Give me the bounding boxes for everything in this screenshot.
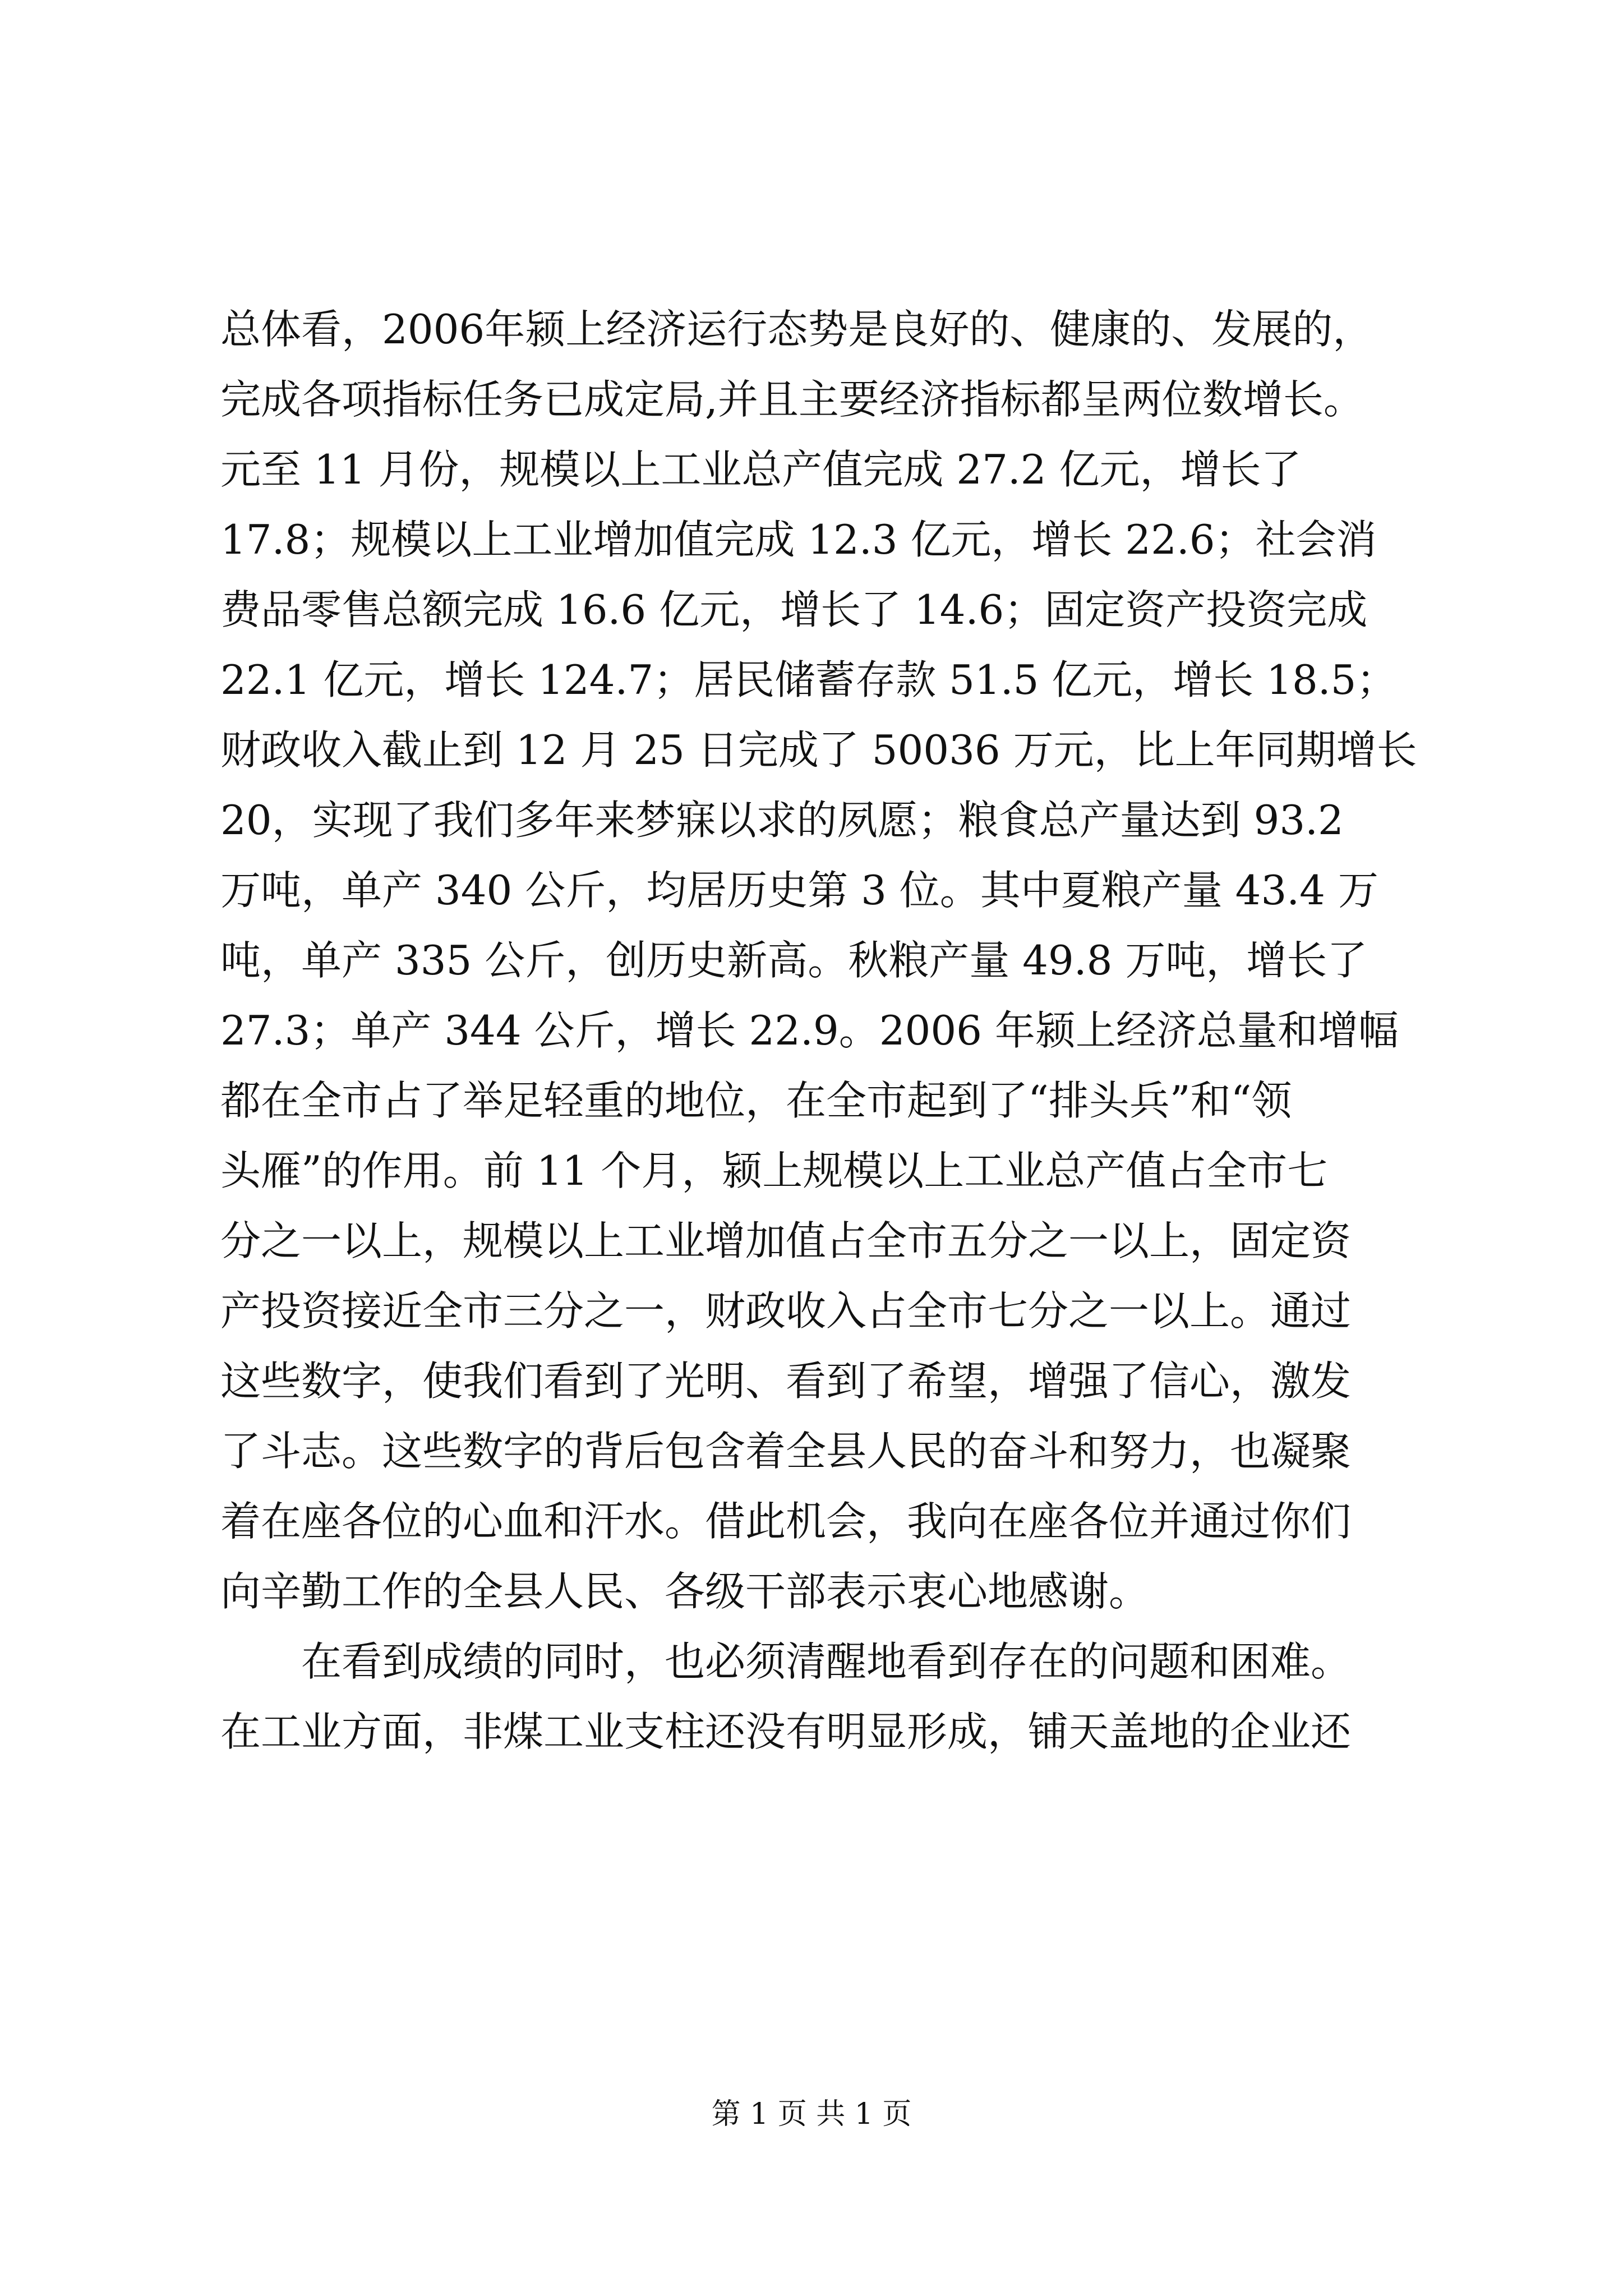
- text-line: 22.1 亿元，增长 124.7；居民储蓄存款 51.5 亿元，增长 18.5；: [220, 656, 1397, 703]
- text-line: 在工业方面，非煤工业支柱还没有明显形成，铺天盖地的企业还: [220, 1708, 1352, 1755]
- text-line: 27.3；单产 344 公斤，增长 22.9。2006 年颍上经济总量和增幅: [220, 1007, 1399, 1054]
- text-line: 都在全市占了举足轻重的地位，在全市起到了“排头兵”和“领: [220, 1077, 1292, 1124]
- text-line: 头雁”的作用。前 11 个月，颍上规模以上工业总产值占全市七: [220, 1147, 1328, 1194]
- body-text: [220, 295, 1426, 1767]
- text-line: 20，实现了我们多年来梦寐以求的夙愿；粮食总产量达到 93.2: [220, 797, 1344, 844]
- page-footer: 第 1 页 共 1 页: [711, 2097, 912, 2131]
- text-line: 吨，单产 335 公斤，创历史新高。秋粮产量 49.8 万吨，增长了: [220, 937, 1368, 984]
- text-line: 了斗志。这些数字的背后包含着全县人民的奋斗和努力，也凝聚: [220, 1428, 1352, 1475]
- paragraph-start-line: 在看到成绩的同时，也必须清醒地看到存在的问题和困难。: [220, 1638, 1352, 1685]
- text-line: 费品零售总额完成 16.6 亿元，增长了 14.6；固定资产投资完成: [220, 586, 1368, 633]
- text-line: 产投资接近全市三分之一，财政收入占全市七分之一以上。通过: [220, 1287, 1352, 1335]
- text-line: 财政收入截止到 12 月 25 日完成了 50036 万元，比上年同期增长: [220, 726, 1417, 774]
- text-line: 着在座各位的心血和汗水。借此机会，我向在座各位并通过你们: [220, 1498, 1352, 1545]
- text-line: 17.8；规模以上工业增加值完成 12.3 亿元，增长 22.6；社会消: [220, 516, 1377, 563]
- text-line: 总体看，2006年颍上经济运行态势是良好的、健康的、发展的，: [220, 306, 1373, 353]
- text-line: 向辛勤工作的全县人民、各级干部表示衷心地感谢。: [220, 1568, 1150, 1615]
- text-line: 万吨，单产 340 公斤，均居历史第 3 位。其中夏粮产量 43.4 万: [220, 867, 1378, 914]
- text-line: 完成各项指标任务已成定局,并且主要经济指标都呈两位数增长。: [220, 376, 1364, 423]
- text-line: 这些数字，使我们看到了光明、看到了希望，增强了信心，激发: [220, 1358, 1352, 1405]
- text-line: 分之一以上，规模以上工业增加值占全市五分之一以上，固定资: [220, 1217, 1352, 1264]
- text-line: 元至 11 月份，规模以上工业总产值完成 27.2 亿元，增长了: [220, 446, 1302, 493]
